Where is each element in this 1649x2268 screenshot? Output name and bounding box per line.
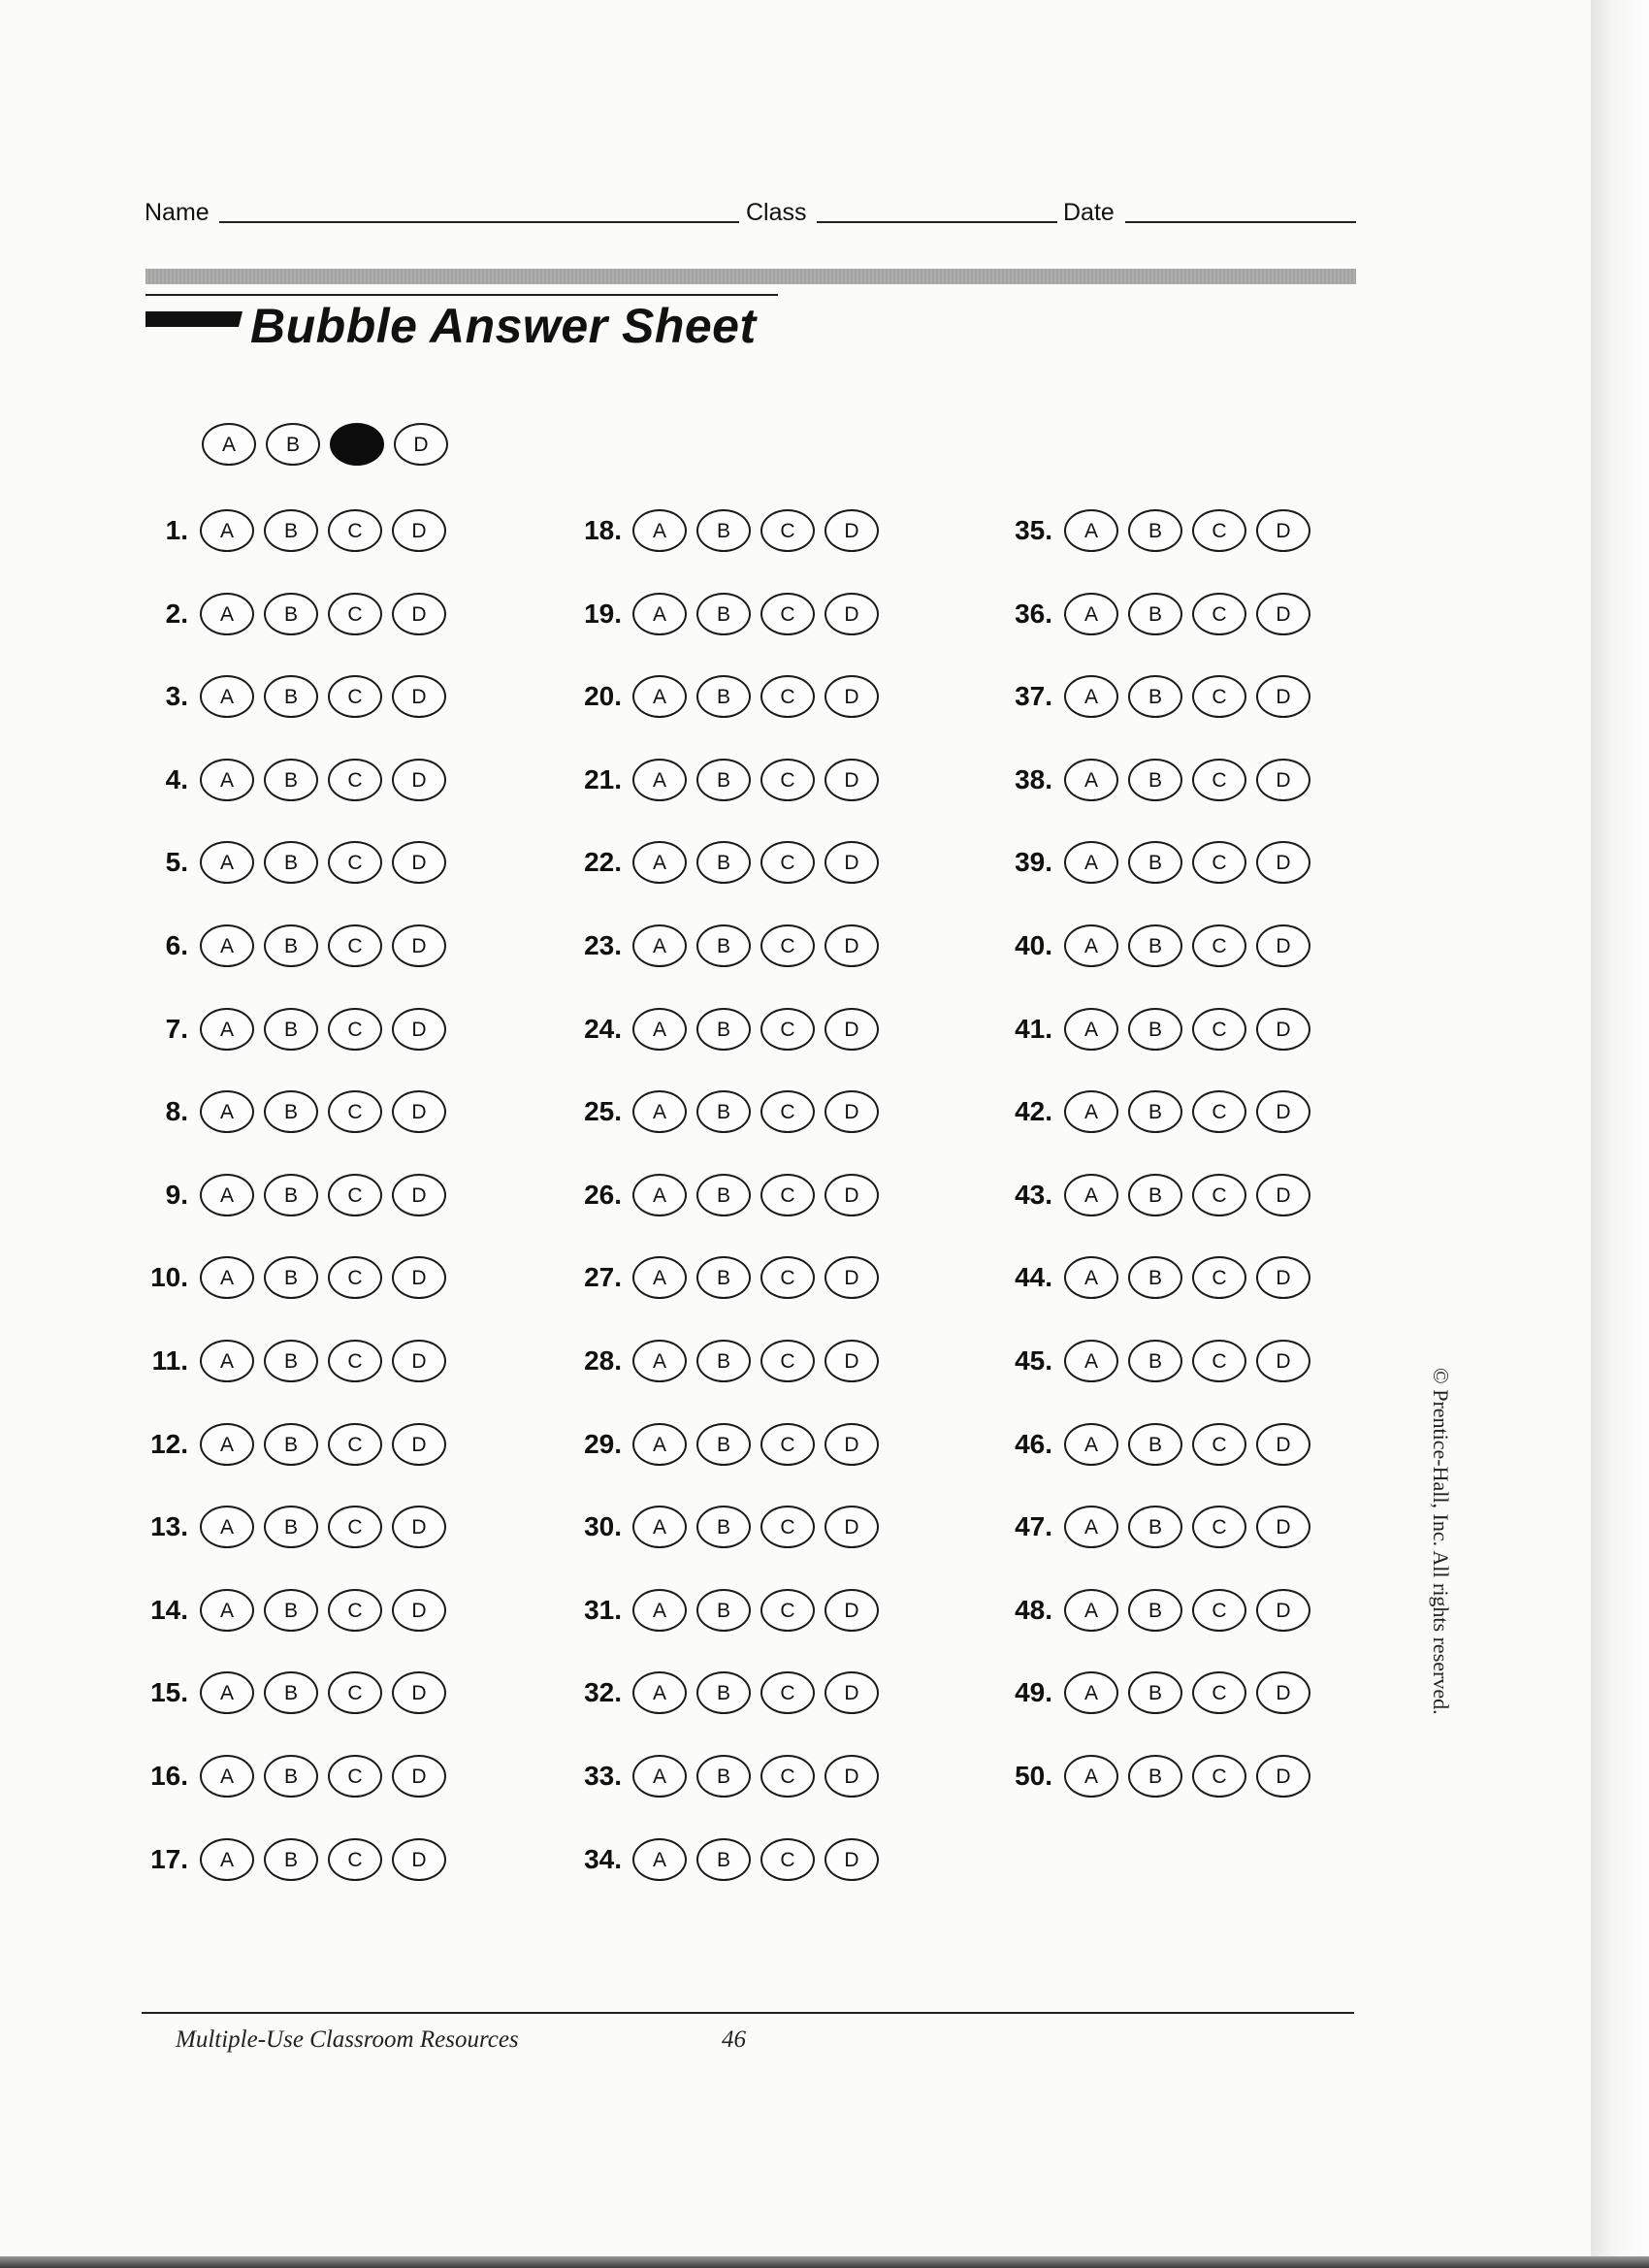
- answer-bubble-29-d[interactable]: D: [824, 1423, 879, 1466]
- question-number-31: 31.: [584, 1595, 622, 1625]
- answer-bubble-35-d[interactable]: D: [1256, 509, 1310, 552]
- answer-bubble-25-c[interactable]: C: [760, 1090, 815, 1133]
- answer-bubble-31-b[interactable]: B: [696, 1589, 751, 1632]
- question-number-3: 3.: [165, 681, 188, 711]
- name-field-line[interactable]: [219, 221, 739, 223]
- answer-bubble-24-d[interactable]: D: [824, 1008, 879, 1051]
- answer-bubble-14-c[interactable]: C: [328, 1589, 382, 1632]
- answer-bubble-46-b[interactable]: B: [1128, 1423, 1182, 1466]
- question-number-18: 18.: [584, 515, 622, 545]
- question-number-40: 40.: [1015, 930, 1052, 960]
- question-number-48: 48.: [1015, 1595, 1052, 1625]
- answer-bubble-11-b[interactable]: B: [264, 1340, 318, 1382]
- question-number-27: 27.: [584, 1262, 622, 1292]
- answer-bubble-39-c[interactable]: C: [1192, 841, 1246, 884]
- answer-bubble-36-a[interactable]: A: [1064, 593, 1118, 635]
- question-number-5: 5.: [165, 847, 188, 877]
- answer-bubble-48-c[interactable]: C: [1192, 1589, 1246, 1632]
- answer-bubble-48-d[interactable]: D: [1256, 1589, 1310, 1632]
- answer-bubble-26-d[interactable]: D: [824, 1174, 879, 1216]
- answer-bubble-49-d[interactable]: D: [1256, 1671, 1310, 1714]
- answer-bubble-26-c[interactable]: C: [760, 1174, 815, 1216]
- answer-bubble-5-a[interactable]: A: [200, 841, 254, 884]
- title-top-line: [146, 294, 778, 296]
- question-number-35: 35.: [1015, 515, 1052, 545]
- answer-bubble-9-c[interactable]: C: [328, 1174, 382, 1216]
- answer-bubble-29-c[interactable]: C: [760, 1423, 815, 1466]
- question-number-46: 46.: [1015, 1429, 1052, 1459]
- answer-bubble-21-b[interactable]: B: [696, 759, 751, 801]
- answer-bubble-28-d[interactable]: D: [824, 1340, 879, 1382]
- answer-bubble-10-d[interactable]: D: [392, 1256, 446, 1299]
- answer-bubble-39-d[interactable]: D: [1256, 841, 1310, 884]
- question-number-43: 43.: [1015, 1180, 1052, 1210]
- answer-bubble-2-b[interactable]: B: [264, 593, 318, 635]
- answer-bubble-42-b[interactable]: B: [1128, 1090, 1182, 1133]
- answer-bubble-5-d[interactable]: D: [392, 841, 446, 884]
- answer-bubble-33-c[interactable]: C: [760, 1755, 815, 1798]
- question-number-41: 41.: [1015, 1014, 1052, 1044]
- answer-bubble-6-c[interactable]: C: [328, 924, 382, 967]
- answer-bubble-39-a[interactable]: A: [1064, 841, 1118, 884]
- answer-bubble-1-a[interactable]: A: [200, 509, 254, 552]
- answer-bubble-19-b[interactable]: B: [696, 593, 751, 635]
- question-number-26: 26.: [584, 1180, 622, 1210]
- question-number-9: 9.: [165, 1180, 188, 1210]
- answer-bubble-30-b[interactable]: B: [696, 1506, 751, 1548]
- answer-bubble-43-d[interactable]: D: [1256, 1174, 1310, 1216]
- scan-edge: [1591, 0, 1649, 2268]
- answer-bubble-24-b[interactable]: B: [696, 1008, 751, 1051]
- answer-bubble-49-b[interactable]: B: [1128, 1671, 1182, 1714]
- question-number-23: 23.: [584, 930, 622, 960]
- answer-bubble-19-c[interactable]: C: [760, 593, 815, 635]
- answer-bubble-2-a[interactable]: A: [200, 593, 254, 635]
- answer-bubble-41-c[interactable]: C: [1192, 1008, 1246, 1051]
- answer-bubble-43-c[interactable]: C: [1192, 1174, 1246, 1216]
- answer-bubble-8-a[interactable]: A: [200, 1090, 254, 1133]
- answer-bubble-9-b[interactable]: B: [264, 1174, 318, 1216]
- date-field-line[interactable]: [1125, 221, 1356, 223]
- answer-bubble-31-c[interactable]: C: [760, 1589, 815, 1632]
- answer-bubble-15-d[interactable]: D: [392, 1671, 446, 1714]
- answer-bubble-38-d[interactable]: D: [1256, 759, 1310, 801]
- answer-bubble-27-b[interactable]: B: [696, 1256, 751, 1299]
- answer-bubble-35-c[interactable]: C: [1192, 509, 1246, 552]
- question-number-47: 47.: [1015, 1511, 1052, 1541]
- answer-bubble-15-b[interactable]: B: [264, 1671, 318, 1714]
- answer-bubble-41-d[interactable]: D: [1256, 1008, 1310, 1051]
- question-number-36: 36.: [1015, 599, 1052, 629]
- answer-bubble-18-d[interactable]: D: [824, 509, 879, 552]
- question-number-38: 38.: [1015, 764, 1052, 794]
- answer-bubble-28-c[interactable]: C: [760, 1340, 815, 1382]
- question-number-32: 32.: [584, 1677, 622, 1707]
- answer-bubble-14-b[interactable]: B: [264, 1589, 318, 1632]
- answer-bubble-17-b[interactable]: B: [264, 1838, 318, 1881]
- answer-bubble-14-a[interactable]: A: [200, 1589, 254, 1632]
- answer-bubble-12-a[interactable]: A: [200, 1423, 254, 1466]
- answer-bubble-1-c[interactable]: C: [328, 509, 382, 552]
- answer-bubble-44-b[interactable]: B: [1128, 1256, 1182, 1299]
- answer-bubble-34-a[interactable]: A: [632, 1838, 687, 1881]
- answer-bubble-16-b[interactable]: B: [264, 1755, 318, 1798]
- answer-bubble-40-a[interactable]: A: [1064, 924, 1118, 967]
- title-bar-decoration: [146, 311, 242, 327]
- question-number-12: 12.: [150, 1429, 188, 1459]
- example-bubble-a: A: [202, 423, 256, 466]
- question-number-6: 6.: [165, 930, 188, 960]
- question-number-10: 10.: [150, 1262, 188, 1292]
- answer-bubble-25-d[interactable]: D: [824, 1090, 879, 1133]
- answer-bubble-47-a[interactable]: A: [1064, 1506, 1118, 1548]
- answer-bubble-20-c[interactable]: C: [760, 675, 815, 718]
- example-bubble-c: [330, 423, 384, 466]
- answer-bubble-8-c[interactable]: C: [328, 1090, 382, 1133]
- answer-bubble-17-c[interactable]: C: [328, 1838, 382, 1881]
- answer-bubble-5-b[interactable]: B: [264, 841, 318, 884]
- answer-bubble-5-c[interactable]: C: [328, 841, 382, 884]
- answer-bubble-25-b[interactable]: B: [696, 1090, 751, 1133]
- page-title: Bubble Answer Sheet: [250, 299, 757, 353]
- answer-bubble-33-d[interactable]: D: [824, 1755, 879, 1798]
- answer-bubble-46-a[interactable]: A: [1064, 1423, 1118, 1466]
- answer-bubble-50-c[interactable]: C: [1192, 1755, 1246, 1798]
- question-number-30: 30.: [584, 1511, 622, 1541]
- answer-bubble-4-b[interactable]: B: [264, 759, 318, 801]
- answer-bubble-8-b[interactable]: B: [264, 1090, 318, 1133]
- answer-bubble-22-b[interactable]: B: [696, 841, 751, 884]
- answer-bubble-40-d[interactable]: D: [1256, 924, 1310, 967]
- answer-bubble-31-a[interactable]: A: [632, 1589, 687, 1632]
- answer-bubble-23-a[interactable]: A: [632, 924, 687, 967]
- answer-bubble-2-c[interactable]: C: [328, 593, 382, 635]
- answer-bubble-37-c[interactable]: C: [1192, 675, 1246, 718]
- answer-bubble-30-d[interactable]: D: [824, 1506, 879, 1548]
- answer-bubble-13-d[interactable]: D: [392, 1506, 446, 1548]
- answer-bubble-4-d[interactable]: D: [392, 759, 446, 801]
- answer-bubble-1-b[interactable]: B: [264, 509, 318, 552]
- answer-bubble-9-d[interactable]: D: [392, 1174, 446, 1216]
- question-number-49: 49.: [1015, 1677, 1052, 1707]
- answer-bubble-29-a[interactable]: A: [632, 1423, 687, 1466]
- answer-bubble-3-a[interactable]: A: [200, 675, 254, 718]
- answer-bubble-8-d[interactable]: D: [392, 1090, 446, 1133]
- answer-bubble-12-b[interactable]: B: [264, 1423, 318, 1466]
- class-field-line[interactable]: [817, 221, 1057, 223]
- answer-bubble-19-d[interactable]: D: [824, 593, 879, 635]
- answer-bubble-13-b[interactable]: B: [264, 1506, 318, 1548]
- answer-bubble-32-d[interactable]: D: [824, 1671, 879, 1714]
- question-number-20: 20.: [584, 681, 622, 711]
- answer-bubble-27-d[interactable]: D: [824, 1256, 879, 1299]
- answer-bubble-33-b[interactable]: B: [696, 1755, 751, 1798]
- answer-bubble-38-a[interactable]: A: [1064, 759, 1118, 801]
- answer-bubble-24-a[interactable]: A: [632, 1008, 687, 1051]
- answer-bubble-16-c[interactable]: C: [328, 1755, 382, 1798]
- answer-bubble-20-a[interactable]: A: [632, 675, 687, 718]
- answer-bubble-15-c[interactable]: C: [328, 1671, 382, 1714]
- date-label: Date: [1063, 199, 1115, 226]
- answer-bubble-1-d[interactable]: D: [392, 509, 446, 552]
- answer-bubble-3-b[interactable]: B: [264, 675, 318, 718]
- answer-bubble-28-a[interactable]: A: [632, 1340, 687, 1382]
- question-number-25: 25.: [584, 1096, 622, 1126]
- footer-book-title: Multiple-Use Classroom Resources: [176, 2026, 519, 2053]
- answer-bubble-16-d[interactable]: D: [392, 1755, 446, 1798]
- question-number-45: 45.: [1015, 1345, 1052, 1376]
- question-number-24: 24.: [584, 1014, 622, 1044]
- answer-bubble-44-c[interactable]: C: [1192, 1256, 1246, 1299]
- answer-bubble-50-b[interactable]: B: [1128, 1755, 1182, 1798]
- question-number-33: 33.: [584, 1761, 622, 1791]
- answer-bubble-41-b[interactable]: B: [1128, 1008, 1182, 1051]
- answer-bubble-21-c[interactable]: C: [760, 759, 815, 801]
- answer-bubble-28-b[interactable]: B: [696, 1340, 751, 1382]
- answer-bubble-30-c[interactable]: C: [760, 1506, 815, 1548]
- answer-bubble-46-c[interactable]: C: [1192, 1423, 1246, 1466]
- answer-bubble-34-b[interactable]: B: [696, 1838, 751, 1881]
- question-number-37: 37.: [1015, 681, 1052, 711]
- answer-bubble-20-d[interactable]: D: [824, 675, 879, 718]
- answer-bubble-20-b[interactable]: B: [696, 675, 751, 718]
- answer-bubble-42-a[interactable]: A: [1064, 1090, 1118, 1133]
- example-bubble-d: D: [394, 423, 448, 466]
- answer-bubble-23-b[interactable]: B: [696, 924, 751, 967]
- answer-bubble-36-b[interactable]: B: [1128, 593, 1182, 635]
- answer-bubble-32-a[interactable]: A: [632, 1671, 687, 1714]
- answer-bubble-12-d[interactable]: D: [392, 1423, 446, 1466]
- answer-bubble-39-b[interactable]: B: [1128, 841, 1182, 884]
- answer-bubble-2-d[interactable]: D: [392, 593, 446, 635]
- question-number-11: 11.: [151, 1345, 188, 1376]
- answer-bubble-17-d[interactable]: D: [392, 1838, 446, 1881]
- answer-bubble-46-d[interactable]: D: [1256, 1423, 1310, 1466]
- answer-bubble-50-d[interactable]: D: [1256, 1755, 1310, 1798]
- answer-bubble-48-a[interactable]: A: [1064, 1589, 1118, 1632]
- answer-bubble-10-b[interactable]: B: [264, 1256, 318, 1299]
- question-number-7: 7.: [165, 1014, 188, 1044]
- answer-bubble-35-b[interactable]: B: [1128, 509, 1182, 552]
- answer-bubble-13-c[interactable]: C: [328, 1506, 382, 1548]
- answer-bubble-4-c[interactable]: C: [328, 759, 382, 801]
- answer-bubble-40-b[interactable]: B: [1128, 924, 1182, 967]
- class-label: Class: [746, 199, 807, 226]
- question-number-42: 42.: [1015, 1096, 1052, 1126]
- question-number-2: 2.: [165, 599, 188, 629]
- answer-bubble-3-c[interactable]: C: [328, 675, 382, 718]
- question-number-17: 17.: [150, 1844, 188, 1874]
- footer-page-number: 46: [722, 2026, 746, 2053]
- answer-bubble-7-a[interactable]: A: [200, 1008, 254, 1051]
- answer-bubble-30-a[interactable]: A: [632, 1506, 687, 1548]
- question-number-39: 39.: [1015, 847, 1052, 877]
- answer-bubble-22-c[interactable]: C: [760, 841, 815, 884]
- answer-bubble-49-c[interactable]: C: [1192, 1671, 1246, 1714]
- copyright-notice: © Prentice-Hall, Inc. All rights reserved.: [1429, 1368, 1453, 1715]
- title-rule: [146, 269, 1356, 284]
- question-number-21: 21.: [584, 764, 622, 794]
- question-number-19: 19.: [584, 599, 622, 629]
- answer-bubble-38-b[interactable]: B: [1128, 759, 1182, 801]
- answer-bubble-45-d[interactable]: D: [1256, 1340, 1310, 1382]
- answer-bubble-43-a[interactable]: A: [1064, 1174, 1118, 1216]
- answer-bubble-32-c[interactable]: C: [760, 1671, 815, 1714]
- question-number-13: 13.: [150, 1511, 188, 1541]
- answer-bubble-33-a[interactable]: A: [632, 1755, 687, 1798]
- answer-bubble-11-d[interactable]: D: [392, 1340, 446, 1382]
- answer-bubble-10-a[interactable]: A: [200, 1256, 254, 1299]
- answer-bubble-9-a[interactable]: A: [200, 1174, 254, 1216]
- answer-bubble-18-a[interactable]: A: [632, 509, 687, 552]
- answer-bubble-32-b[interactable]: B: [696, 1671, 751, 1714]
- answer-bubble-26-a[interactable]: A: [632, 1174, 687, 1216]
- answer-bubble-27-c[interactable]: C: [760, 1256, 815, 1299]
- question-number-50: 50.: [1015, 1761, 1052, 1791]
- answer-bubble-37-b[interactable]: B: [1128, 675, 1182, 718]
- answer-bubble-35-a[interactable]: A: [1064, 509, 1118, 552]
- answer-bubble-29-b[interactable]: B: [696, 1423, 751, 1466]
- answer-bubble-11-a[interactable]: A: [200, 1340, 254, 1382]
- answer-bubble-11-c[interactable]: C: [328, 1340, 382, 1382]
- answer-bubble-25-a[interactable]: A: [632, 1090, 687, 1133]
- answer-bubble-21-a[interactable]: A: [632, 759, 687, 801]
- answer-bubble-38-c[interactable]: C: [1192, 759, 1246, 801]
- question-number-29: 29.: [584, 1429, 622, 1459]
- answer-bubble-36-d[interactable]: D: [1256, 593, 1310, 635]
- answer-bubble-37-d[interactable]: D: [1256, 675, 1310, 718]
- answer-bubble-10-c[interactable]: C: [328, 1256, 382, 1299]
- answer-bubble-34-d[interactable]: D: [824, 1838, 879, 1881]
- answer-bubble-42-c[interactable]: C: [1192, 1090, 1246, 1133]
- answer-bubble-43-b[interactable]: B: [1128, 1174, 1182, 1216]
- answer-bubble-6-d[interactable]: D: [392, 924, 446, 967]
- answer-bubble-12-c[interactable]: C: [328, 1423, 382, 1466]
- answer-bubble-15-a[interactable]: A: [200, 1671, 254, 1714]
- answer-bubble-40-c[interactable]: C: [1192, 924, 1246, 967]
- question-number-28: 28.: [584, 1345, 622, 1376]
- answer-bubble-37-a[interactable]: A: [1064, 675, 1118, 718]
- name-label: Name: [145, 199, 210, 226]
- answer-bubble-6-a[interactable]: A: [200, 924, 254, 967]
- answer-bubble-21-d[interactable]: D: [824, 759, 879, 801]
- question-number-44: 44.: [1015, 1262, 1052, 1292]
- answer-bubble-3-d[interactable]: D: [392, 675, 446, 718]
- answer-bubble-24-c[interactable]: C: [760, 1008, 815, 1051]
- answer-bubble-50-a[interactable]: A: [1064, 1755, 1118, 1798]
- scan-bottom-edge: [0, 2256, 1649, 2268]
- question-number-22: 22.: [584, 847, 622, 877]
- answer-bubble-18-b[interactable]: B: [696, 509, 751, 552]
- answer-bubble-47-d[interactable]: D: [1256, 1506, 1310, 1548]
- answer-bubble-6-b[interactable]: B: [264, 924, 318, 967]
- answer-bubble-36-c[interactable]: C: [1192, 593, 1246, 635]
- question-number-14: 14.: [150, 1595, 188, 1625]
- answer-bubble-48-b[interactable]: B: [1128, 1589, 1182, 1632]
- answer-bubble-26-b[interactable]: B: [696, 1174, 751, 1216]
- question-number-8: 8.: [165, 1096, 188, 1126]
- answer-bubble-27-a[interactable]: A: [632, 1256, 687, 1299]
- answer-bubble-45-a[interactable]: A: [1064, 1340, 1118, 1382]
- answer-bubble-47-c[interactable]: C: [1192, 1506, 1246, 1548]
- answer-bubble-44-a[interactable]: A: [1064, 1256, 1118, 1299]
- answer-bubble-4-a[interactable]: A: [200, 759, 254, 801]
- answer-bubble-18-c[interactable]: C: [760, 509, 815, 552]
- answer-bubble-14-d[interactable]: D: [392, 1589, 446, 1632]
- example-bubble-b: B: [266, 423, 320, 466]
- answer-bubble-45-c[interactable]: C: [1192, 1340, 1246, 1382]
- answer-bubble-7-b[interactable]: B: [264, 1008, 318, 1051]
- question-number-15: 15.: [150, 1677, 188, 1707]
- answer-bubble-23-d[interactable]: D: [824, 924, 879, 967]
- answer-bubble-17-a[interactable]: A: [200, 1838, 254, 1881]
- answer-bubble-34-c[interactable]: C: [760, 1838, 815, 1881]
- answer-bubble-7-d[interactable]: D: [392, 1008, 446, 1051]
- question-number-34: 34.: [584, 1844, 622, 1874]
- answer-bubble-13-a[interactable]: A: [200, 1506, 254, 1548]
- answer-bubble-42-d[interactable]: D: [1256, 1090, 1310, 1133]
- answer-bubble-16-a[interactable]: A: [200, 1755, 254, 1798]
- answer-bubble-41-a[interactable]: A: [1064, 1008, 1118, 1051]
- answer-bubble-45-b[interactable]: B: [1128, 1340, 1182, 1382]
- answer-bubble-22-d[interactable]: D: [824, 841, 879, 884]
- answer-bubble-31-d[interactable]: D: [824, 1589, 879, 1632]
- answer-bubble-47-b[interactable]: B: [1128, 1506, 1182, 1548]
- question-number-1: 1.: [165, 515, 188, 545]
- answer-bubble-22-a[interactable]: A: [632, 841, 687, 884]
- answer-bubble-19-a[interactable]: A: [632, 593, 687, 635]
- answer-bubble-49-a[interactable]: A: [1064, 1671, 1118, 1714]
- question-number-16: 16.: [150, 1761, 188, 1791]
- answer-bubble-7-c[interactable]: C: [328, 1008, 382, 1051]
- answer-bubble-44-d[interactable]: D: [1256, 1256, 1310, 1299]
- footer-rule: [142, 2012, 1354, 2014]
- answer-bubble-23-c[interactable]: C: [760, 924, 815, 967]
- question-number-4: 4.: [165, 764, 188, 794]
